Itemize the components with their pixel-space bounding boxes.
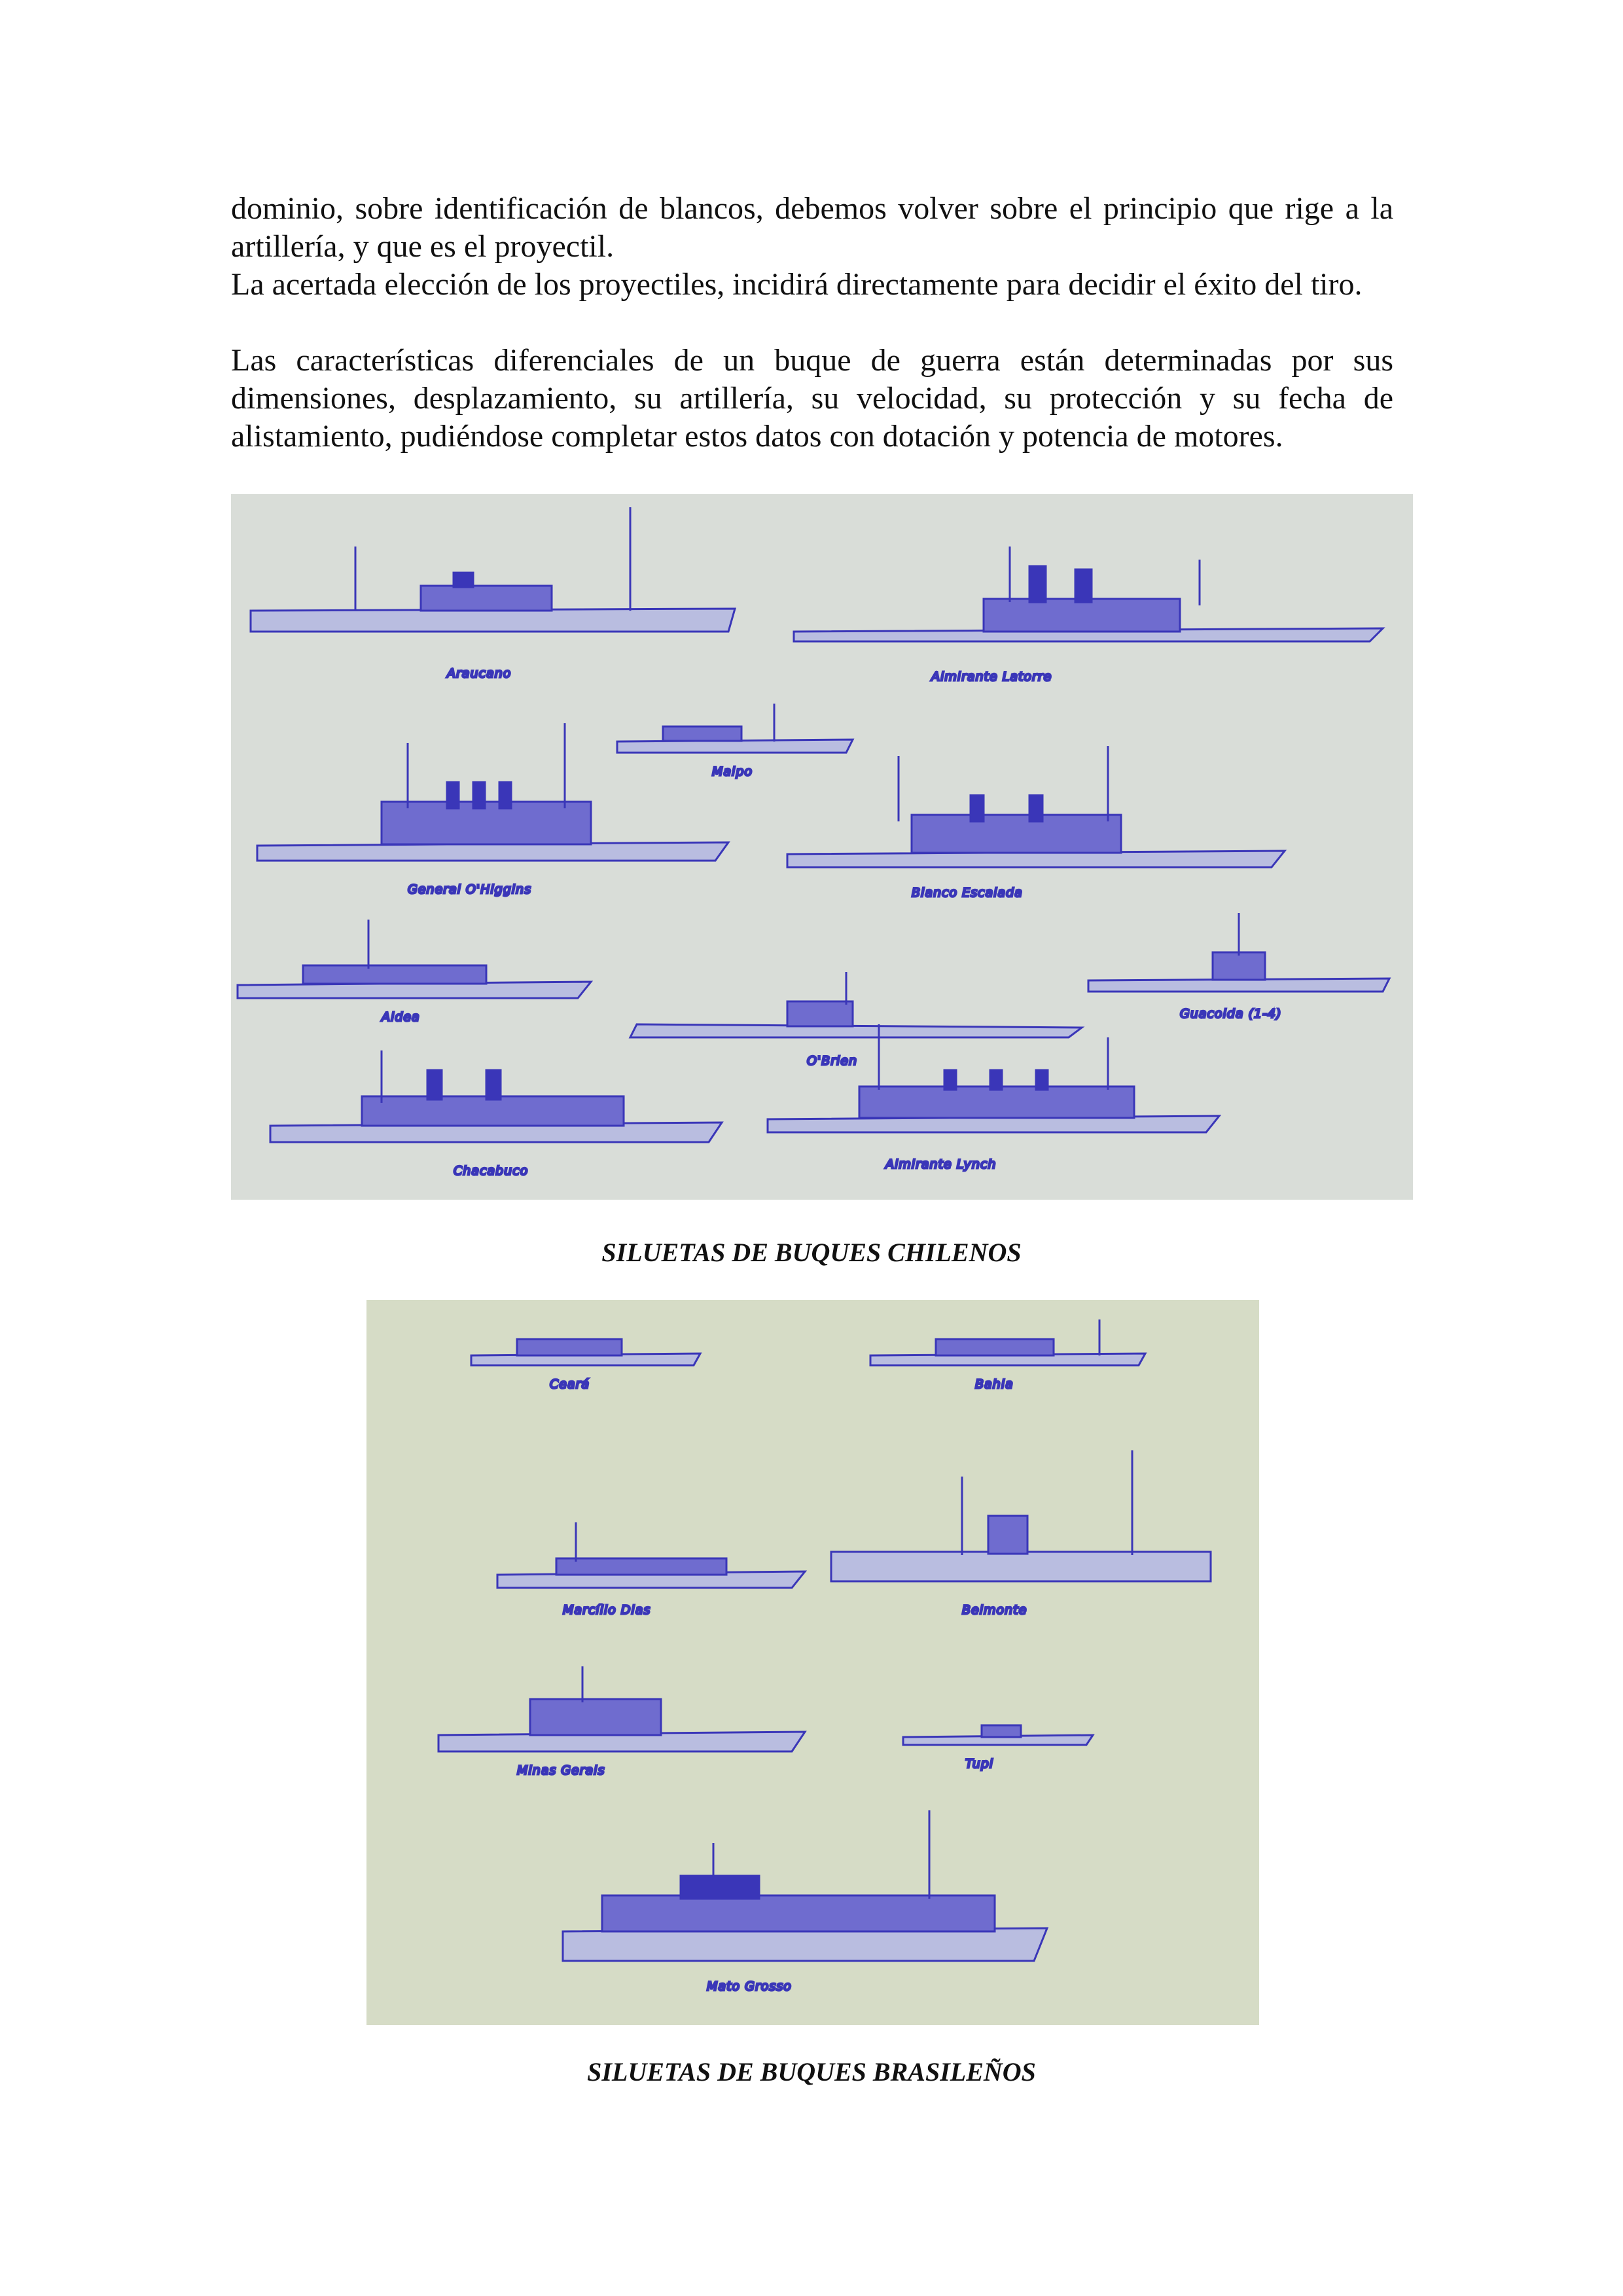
label-marcilio: Marcílio Dias [563, 1603, 651, 1617]
label-maipo: Maipo [712, 764, 753, 779]
ship-minas-silhouette [438, 1666, 805, 1751]
brazilian-ships-drawing [366, 1300, 1259, 2025]
label-minas: Minas Gerais [517, 1763, 605, 1778]
label-guacolda: Guacolda (1-4) [1180, 1007, 1282, 1021]
label-ohiggins: General O'Higgins [408, 882, 532, 897]
ship-marcilio-silhouette [497, 1522, 805, 1588]
label-latorre: Almirante Latorre [931, 670, 1052, 684]
paragraph-1: dominio, sobre identificación de blancos, debemos volver sobre el principio que rige a la artillería, y que es el proyectil. [231, 191, 1393, 264]
label-belmonte: Belmonte [962, 1603, 1027, 1617]
ship-lynch-silhouette [768, 1024, 1219, 1132]
label-araucano: Araucano [447, 666, 512, 681]
caption-brazil: SILUETAS DE BUQUES BRASILEÑOS [587, 2057, 1036, 2087]
label-lynch: Almirante Lynch [885, 1157, 997, 1172]
chilean-ships-figure [231, 494, 1413, 1200]
label-blanco: Blanco Escalada [912, 886, 1023, 900]
ship-tupi-silhouette [903, 1725, 1093, 1745]
ship-obrien-silhouette [630, 972, 1082, 1037]
label-aldea: Aldea [382, 1010, 420, 1024]
label-ceara: Ceará [550, 1377, 590, 1391]
paragraph-2: La acertada elección de los proyectiles, incidirá directamente para decidir el éxito del tiro. [231, 267, 1363, 302]
brazilian-ships-figure [366, 1300, 1259, 2025]
label-bahia: Bahia [975, 1377, 1014, 1391]
ship-blanco-silhouette [787, 746, 1285, 867]
ship-matogrosso-silhouette [563, 1810, 1047, 1961]
chilean-ships-drawing [231, 494, 1413, 1200]
ship-araucano-silhouette [251, 507, 735, 632]
ship-chacabuco-silhouette [270, 1050, 722, 1142]
ship-bahia-silhouette [870, 1319, 1145, 1365]
paragraph-3: Las características diferenciales de un buque de guerra están determinadas por sus dimensiones, desplazamiento, su artillería, su velocidad, su protección y su fecha de alistamiento, pudiéndose completar estos datos con dotación y potencia de motores. [231, 343, 1393, 454]
label-chacabuco: Chacabuco [454, 1164, 529, 1178]
ship-belmonte-silhouette [831, 1450, 1211, 1581]
ship-ceara-silhouette [471, 1339, 700, 1365]
label-tupi: Tupi [965, 1757, 994, 1771]
ship-aldea-silhouette [238, 920, 591, 998]
label-matogrosso: Mato Grosso [707, 1979, 792, 1994]
ship-maipo-silhouette [617, 704, 853, 753]
ship-latorre-silhouette [794, 547, 1383, 641]
ship-guacolda-silhouette [1088, 913, 1389, 992]
caption-chile: SILUETAS DE BUQUES CHILENOS [601, 1238, 1022, 1267]
label-obrien: O'Brien [807, 1054, 858, 1068]
